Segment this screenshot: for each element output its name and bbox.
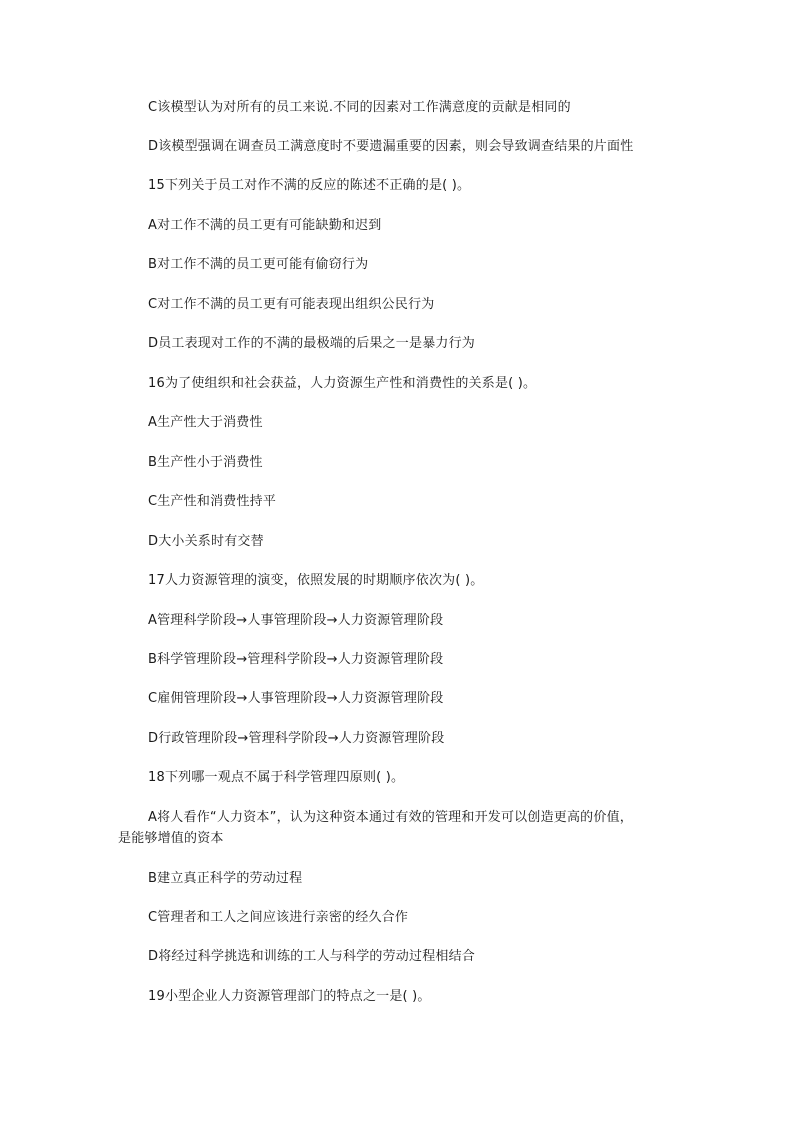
option-16c: C生产性和消费性持平 bbox=[148, 494, 277, 509]
option-16a: A生产性大于消费性 bbox=[148, 415, 263, 430]
option-18a-continued: 是能够增值的资本 bbox=[118, 831, 224, 846]
question-19: 19小型企业人力资源管理部门的特点之一是( )。 bbox=[148, 989, 431, 1004]
question-18: 18下列哪一观点不属于科学管理四原则( )。 bbox=[148, 770, 405, 785]
option-18d: D将经过科学挑选和训练的工人与科学的劳动过程相结合 bbox=[148, 949, 476, 964]
option-16d: D大小关系时有交替 bbox=[148, 534, 264, 549]
question-17: 17人力资源管理的演变，依照发展的时期顺序依次为( )。 bbox=[148, 573, 484, 588]
option-15a: A对工作不满的员工更有可能缺勤和迟到 bbox=[148, 218, 382, 233]
option-15d: D员工表现对工作的不满的最极端的后果之一是暴力行为 bbox=[148, 336, 476, 351]
option-14c: C该模型认为对所有的员工来说.不同的因素对工作满意度的贡献是相同的 bbox=[148, 100, 571, 115]
option-18a: A将人看作“人力资本”，认为这种资本通过有效的管理和开发可以创造更高的价值， bbox=[148, 810, 633, 825]
option-17b: B科学管理阶段→管理科学阶段→人力资源管理阶段 bbox=[148, 652, 444, 667]
option-14d: D该模型强调在调查员工满意度时不要遗漏重要的因素，则会导致调查结果的片面性 bbox=[148, 139, 634, 154]
option-15c: C对工作不满的员工更有可能表现出组织公民行为 bbox=[148, 297, 435, 312]
option-17d: D行政管理阶段→管理科学阶段→人力资源管理阶段 bbox=[148, 731, 445, 746]
option-18c: C管理者和工人之间应该进行亲密的经久合作 bbox=[148, 910, 409, 925]
question-15: 15下列关于员工对作不满的反应的陈述不正确的是( )。 bbox=[148, 178, 471, 193]
question-16: 16为了使组织和社会获益，人力资源生产性和消费性的关系是( )。 bbox=[148, 376, 537, 391]
option-17a: A管理科学阶段→人事管理阶段→人力资源管理阶段 bbox=[148, 613, 444, 628]
option-18b: B建立真正科学的劳动过程 bbox=[148, 871, 303, 886]
option-15b: B对工作不满的员工更可能有偷窃行为 bbox=[148, 257, 369, 272]
option-16b: B生产性小于消费性 bbox=[148, 455, 263, 470]
option-17c: C雇佣管理阶段→人事管理阶段→人力资源管理阶段 bbox=[148, 691, 444, 706]
